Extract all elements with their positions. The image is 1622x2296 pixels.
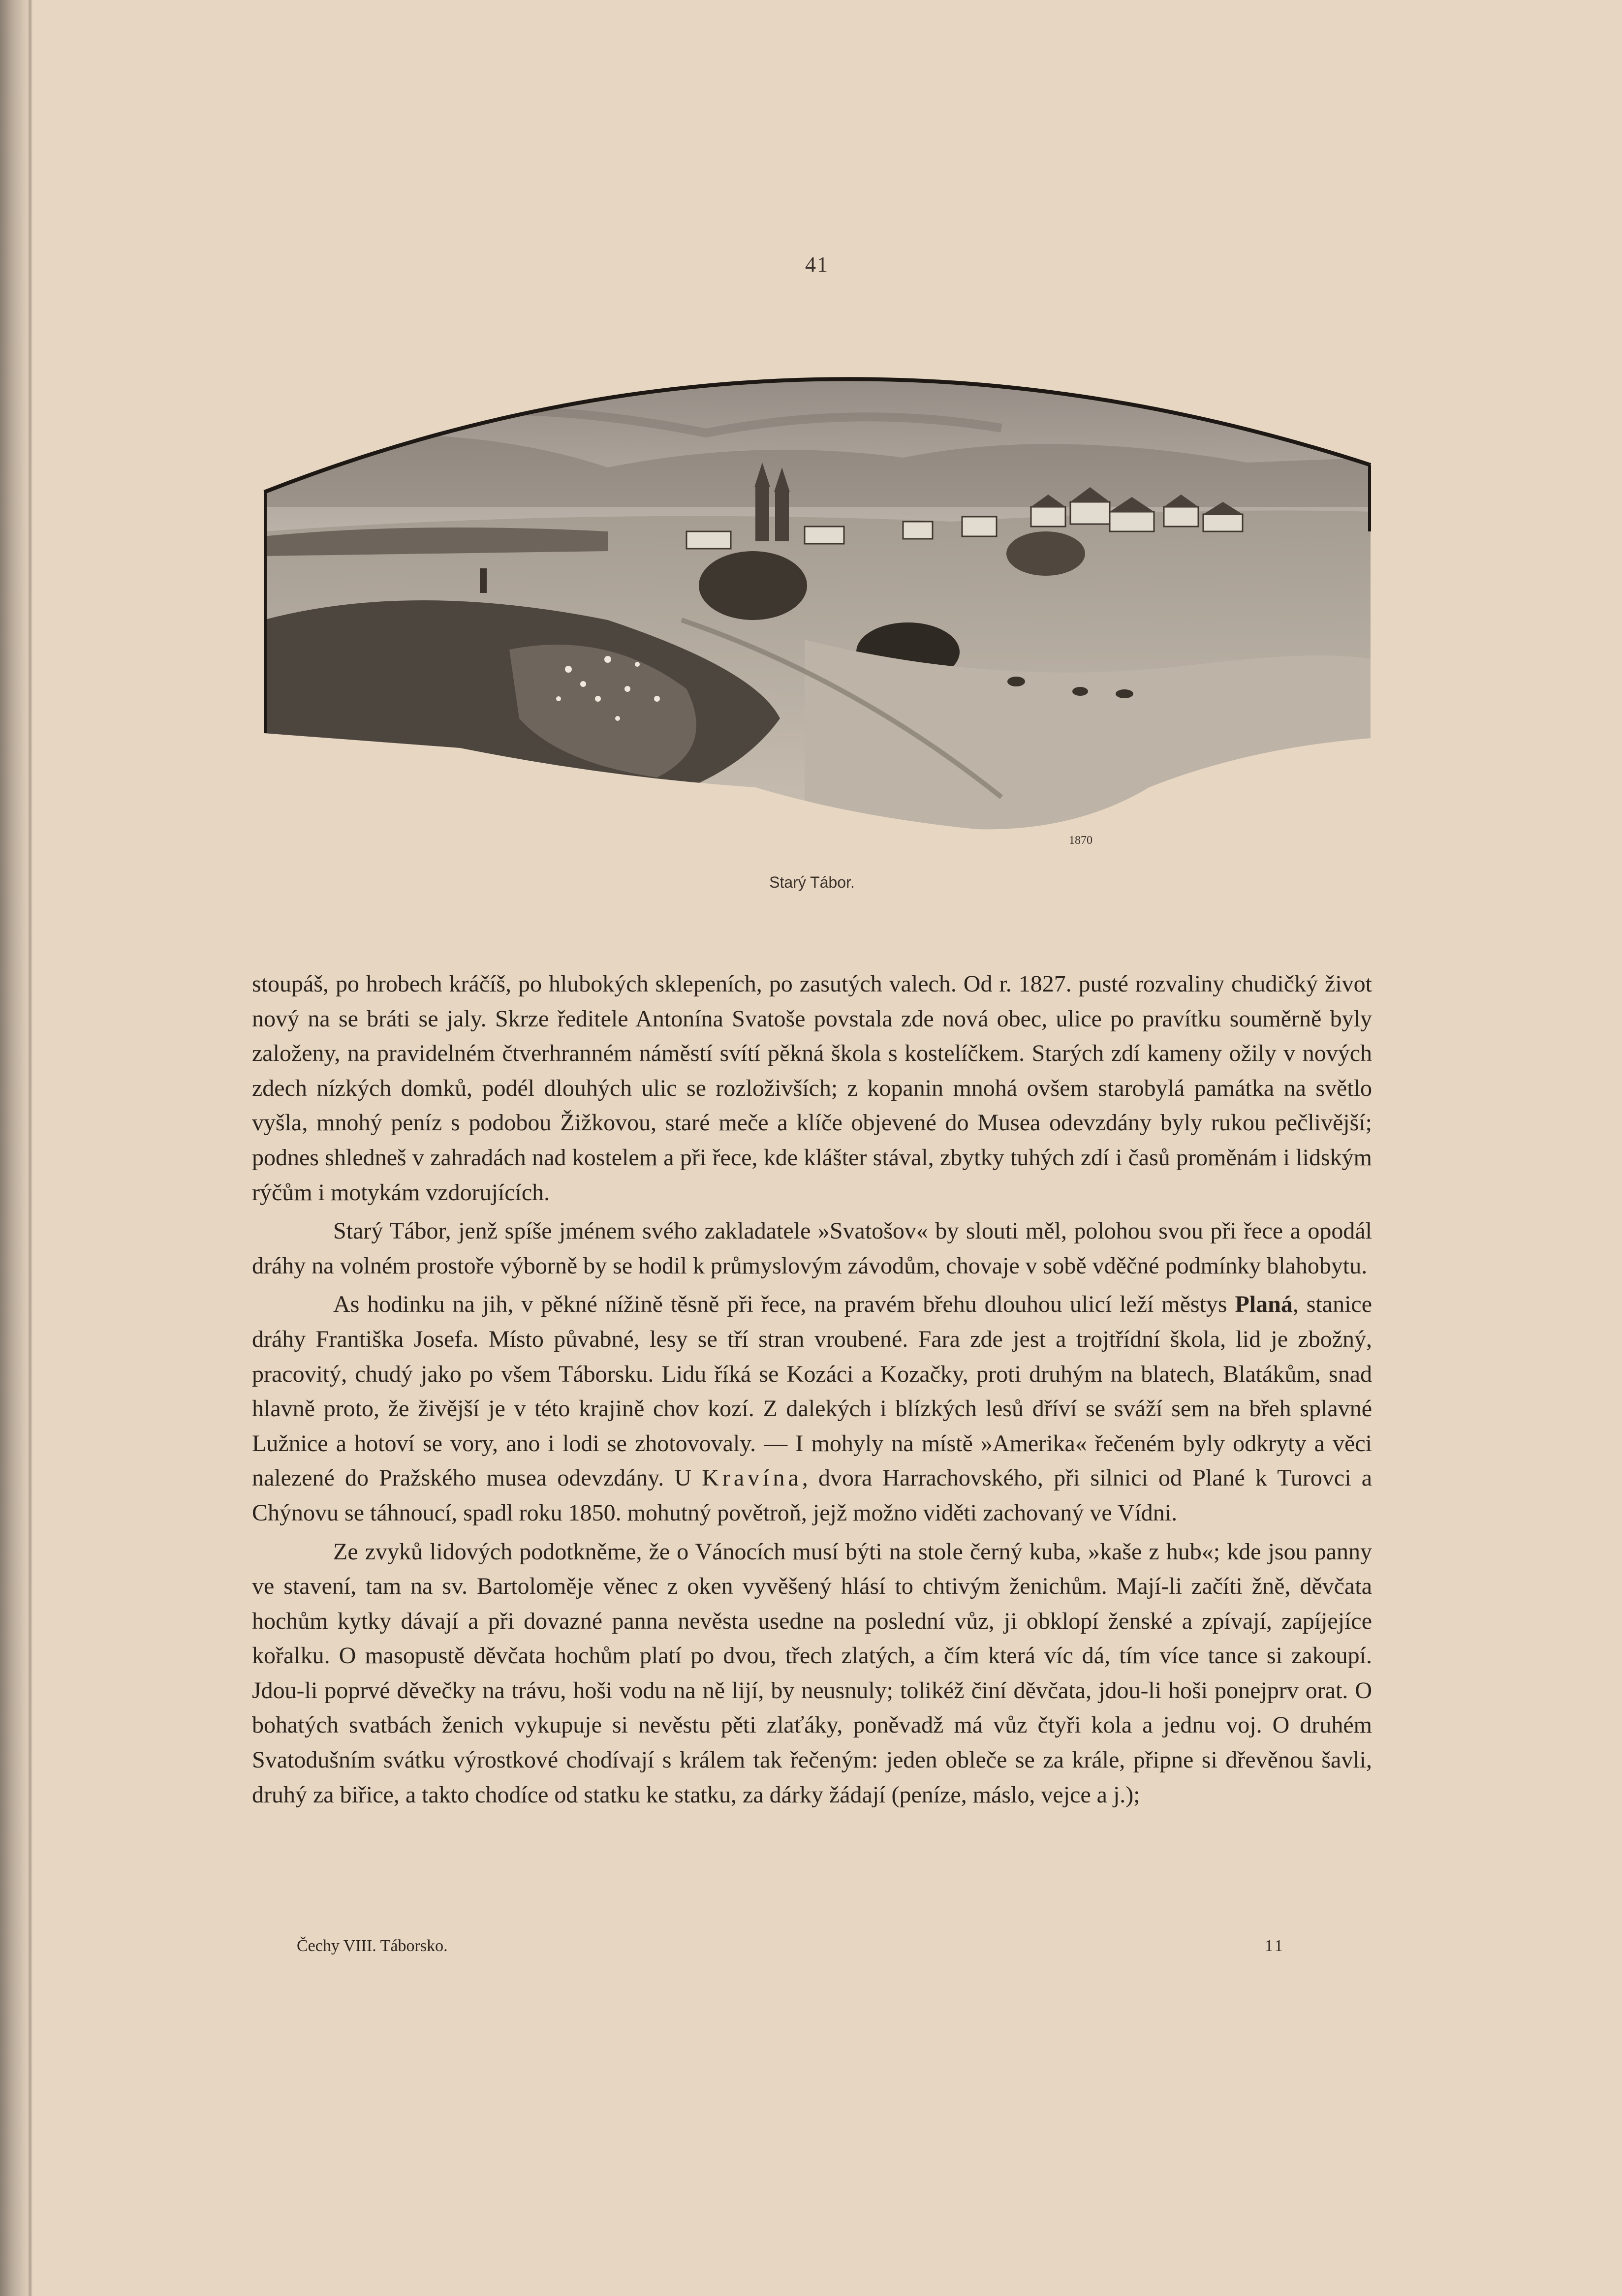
page-number: 41 [805, 252, 829, 277]
paragraph-3-text-a: As hodinku na jih, v pěkné nížině těsně při řece, na pravém břehu dlouhou ulicí leží městys [333, 1291, 1227, 1318]
place-name-kravina: Kravína [702, 1465, 802, 1491]
figure-caption: Starý Tábor. [769, 873, 855, 891]
footer-signature: Čechy VIII. Táborsko. [297, 1937, 448, 1955]
paragraph-1: stoupáš, po hrobech kráčíš, po hlubokých sklepeních, po zasutých valech. Od r. 1827. pusté rozvaliny chudičký život nový na se bráti se jaly. Skrze ředitele Antonína Svatoše povstala zde nová obec, ulice po pravítku souměrně byly založeny, na pravidelném čtverhranném náměstí svítí pěkná škola s kostelíčkem. Starých zdí kameny ožily v nových zdech nízkých domků, podél dlouhých ulic se rozloživších; z kopanin mnohá ovšem starobylá památka na světlo vyšla, mnohý peníz s podobou Žižkovou, staré meče a klíče objevené do Musea odevzdány byly rukou pečlivější; podnes shledneš v zahradách nad kostelem a při řece, kde klášter stával, zbytky tuhých zdí i časů proměnám i lidským rýčům i motykám vzdorujících. [252, 971, 1372, 1206]
place-name-plana: Planá [1235, 1291, 1293, 1318]
paragraph-4: Ze zvyků lidových podotkněme, že o Vánocích musí býti na stole černý kuba, »kaše z hub«; kde jsou panny ve stavení, tam na sv. Bartoloměje věnec z oken vyvěšený hlásí to chtivým ženichům. Mají-li začíti žně, děvčata hochům kytky dávají a při dovazné panna nevěsta usedne na poslední vůz, ji obklopí ženské a zpívají, zapíjejíce kořalku. O masopustě děvčata hochům platí po dvou, třech zlatých, a čím která víc dá, tím více tance si zakoupí. Jdou-li poprvé děvečky na trávu, hoši vodu na ně lijí, by neusnuly; tolikéž činí děvčata, jdou-li hoši ponejprv orat. O bohatých svatbách ženich vykupuje si nevěstu pěti zlaťáky, poněvadž má vůz čtyři kola a jednu voj. O druhém Svatodušním svátku výrostkové chodívají s králem tak řečeným: jeden obleče se za krále, připne si dřevěnou šavli, druhý za biřice, a takto chodíce od statku ke statku, za dárky žádají (peníze, máslo, vejce a j.); [252, 1538, 1372, 1808]
paragraph-3 [252, 1287, 1372, 1530]
footer-sheet-mark: 11 [1265, 1937, 1285, 1955]
paragraph-3-text-c: , stanice dráhy Františka Josefa. Místo půvabné, lesy se tří stran vroubené. Fara zde jest a trojtřídní škola, lid je zbožný, pracovitý, chudý jako po všem Táborsku. Lidu říká se Kozáci a Kozačky, proti druhým na blatech, Blatákům, snad hlavně proto, že živější je v této krajině chov kozí. Z dalekých i blízkých lesů dříví se sváží sem na břeh splavné Lužnice a hotoví se vory, ano i lodi se zhotovovaly. — I mohyly na místě »Amerika« řečeném byly odkryty a věci nalezené do Pražského musea odevzdány. U [252, 1291, 1372, 1491]
landscape-engraving [263, 344, 1373, 837]
body-text [252, 967, 1372, 1812]
paragraph-2: Starý Tábor, jenž spíše jménem svého zakladatele »Svatošov« by slouti měl, polohou svou při řece a opodál dráhy na volném prostoře výborně by se hodil k průmyslovým závodům, chovaje v sobě vděčné podmínky blahobytu. [252, 1218, 1372, 1279]
illustration-date-mark: 1870 [1069, 834, 1092, 847]
paragraph-3-text-e: , dvora Harrachovského, při silnici od Plané k Turovci a Chýnovu se táhnoucí, spadl roku 1850. mohutný povětroň, jejž možno viděti zachovaný ve Vídni. [252, 1465, 1372, 1526]
gutter-line [29, 0, 31, 2296]
